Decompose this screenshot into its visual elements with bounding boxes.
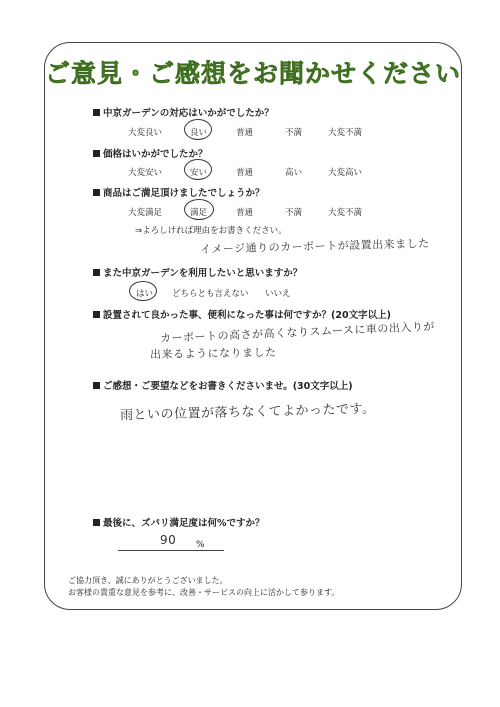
comment-answer[interactable]: 雨といの位置が落ちなくてよかったです。 <box>119 401 376 424</box>
percent-label: % <box>196 540 205 550</box>
question-1-label: 中京ガーデンの対応はいかがでしたか？ <box>103 108 274 119</box>
q1-option-1[interactable]: 大変良い <box>128 128 163 138</box>
q1-option-4[interactable]: 不満 <box>285 128 303 138</box>
question-2 <box>93 146 208 160</box>
bullet-square-icon <box>93 150 100 157</box>
bullet-square-icon <box>93 382 100 389</box>
q2-option-3[interactable]: 普通 <box>236 168 254 178</box>
bullet-square-icon <box>93 109 100 116</box>
page-title: ご意見・ご感想をお聞かせください <box>44 59 461 88</box>
satisfaction-underline <box>118 550 224 551</box>
q1-selected-circle <box>184 119 212 140</box>
question-4-label: また中京ガーデンを利用したいと思いますか？ <box>103 268 303 279</box>
satisfaction-value[interactable]: 90 <box>160 533 177 547</box>
q2-option-4[interactable]: 高い <box>285 168 303 178</box>
bullet-square-icon <box>93 519 100 526</box>
question-4 <box>93 265 302 279</box>
question-3 <box>93 185 265 199</box>
q1-option-5[interactable]: 大変不満 <box>328 128 363 138</box>
q3-option-3[interactable]: 普通 <box>236 208 254 218</box>
q2-option-2[interactable]: 安い <box>190 168 208 178</box>
bullet-square-icon <box>93 189 100 196</box>
question-6-label: ご感想・ご要望などをお書きくださいませ。(30文字以上) <box>103 381 353 392</box>
benefit-answer-line-1[interactable]: カーポートの高さが高くなりスムースに車の出入りが <box>159 320 436 345</box>
footer-message: お客様の貴重な意見を参考に、改善・サービスの向上に活かして参ります。 <box>68 588 340 597</box>
footer-thanks: ご協力頂き、誠にありがとうございました。 <box>68 576 228 585</box>
q3-selected-circle <box>184 199 214 220</box>
question-1 <box>93 105 274 119</box>
q4-option-1[interactable]: はい <box>136 289 154 299</box>
q1-option-3[interactable]: 普通 <box>236 128 254 138</box>
bullet-square-icon <box>93 269 100 276</box>
q3-option-2[interactable]: 満足 <box>190 208 208 218</box>
question-7 <box>93 515 265 529</box>
question-5 <box>93 307 391 321</box>
q4-option-3[interactable]: いいえ <box>265 289 291 299</box>
question-3-label: 商品はご満足頂けましたでしょうか？ <box>103 188 265 199</box>
benefit-answer-line-2[interactable]: 出来るようになりました <box>149 345 277 362</box>
bullet-square-icon <box>93 311 100 318</box>
question-6 <box>93 378 353 392</box>
question-7-label: 最後に、ズバリ満足度は何%ですか？ <box>103 518 265 529</box>
q2-option-1[interactable]: 大変安い <box>128 168 163 178</box>
q2-selected-circle <box>184 159 212 180</box>
q3-option-1[interactable]: 大変満足 <box>128 208 163 218</box>
q2-option-5[interactable]: 大変高い <box>328 168 363 178</box>
q4-option-2[interactable]: どちらとも言えない <box>172 289 249 299</box>
reason-answer[interactable]: イメージ通りのカーポートが設置出来ました <box>199 236 430 257</box>
reason-prompt: ⇒よろしければ理由をお書きください。 <box>135 226 287 236</box>
q3-option-4[interactable]: 不満 <box>285 208 303 218</box>
q3-option-5[interactable]: 大変不満 <box>328 208 363 218</box>
q4-selected-circle <box>129 281 157 301</box>
q1-option-2[interactable]: 良い <box>190 128 208 138</box>
question-2-label: 価格はいかがでしたか？ <box>103 149 208 160</box>
question-5-label: 設置されて良かった事、便利になった事は何ですか？(20文字以上) <box>103 310 391 321</box>
